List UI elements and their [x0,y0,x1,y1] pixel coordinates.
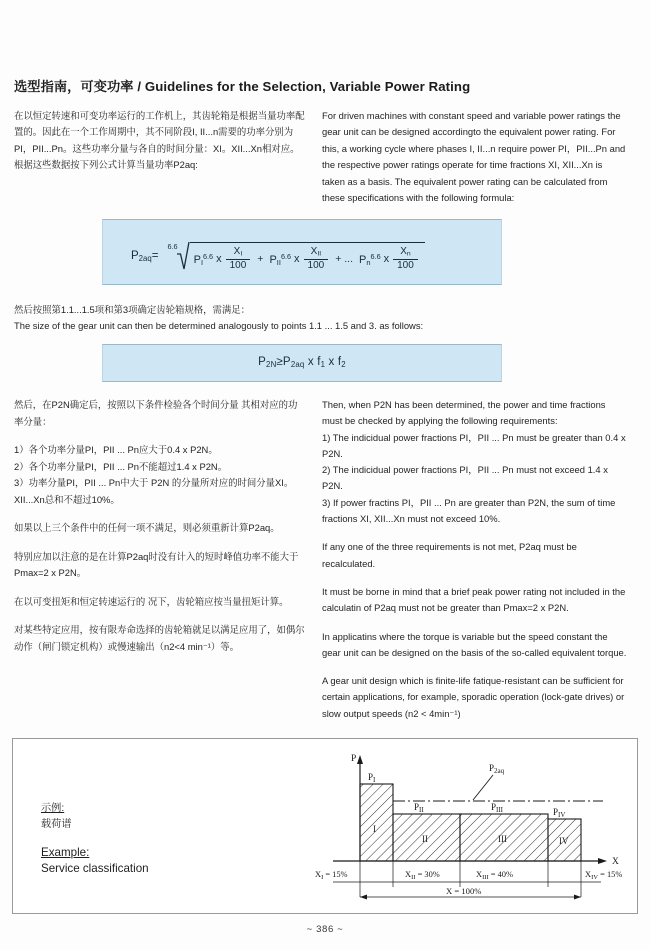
term-3-fraction [393,247,418,272]
formula-lhs: $P_{2aq}=$ [131,250,159,263]
term-1-denominator: 100 [229,260,247,272]
total-label: X = 100% [446,886,482,896]
formula-term-1 [194,247,252,272]
body-en-p1: Then, when P2N has been determined, the power and time fractions must be checked by applying the following requirements: [322,399,606,427]
term-2-denominator: 100 [307,260,325,272]
term-2-power: $P_{II}^{6.6}$ [269,252,292,267]
formula-radical [167,239,424,272]
caption-cn-label: 示例: [41,803,65,814]
term-3-numerator: $X_n$ [400,246,411,258]
page-title: 选型指南，可变功率 / Guidelines for the Selection, Variable Power Rating [14,79,471,94]
radical-sign-icon [177,241,190,271]
radicand [190,242,425,272]
formula-equivalent-power [131,239,425,272]
intro-chinese-column [14,108,306,174]
power-label-IV: $P_{IV}$ [553,807,566,819]
body-cn-p7: 在以可变扭矩和恒定转速运行的 况下，齿轮箱应按当量扭矩计算。 [14,595,289,607]
formula-box-equivalent-power [102,219,502,285]
power-label-I: $P_I$ [368,772,376,784]
formula-op-2: + ... [335,253,354,266]
time-fraction-label-II: $X_{II} = 30\%$ [405,870,440,881]
y-axis-arrow [357,755,363,764]
caption-en-label: Example: [41,846,90,859]
formula-op-1: + [257,253,264,266]
term-2-mul: x [294,253,300,266]
term-2-fraction [304,247,329,272]
caption-spacer [41,833,149,845]
figure-caption [41,801,149,877]
term-1-numerator: $X_I$ [233,246,243,258]
time-fraction-label-I: $X_I = 15\%$ [315,870,348,881]
body-cn-p3: 2）各个功率分量PI，PII ... Pn不能超过1.4 x P2N。 [14,460,228,472]
body-cn-p1: 然后，在P2N确定后，按照以下条件检验各个时间分量 其相对应的功率分量： [14,399,298,427]
intro-chinese-text: 在以恒定转速和可变功率运行的工作机上，其齿轮箱是根据当量功率配置的。因此在一个工作周期中，其不同阶段I, II...n需要的功率分别为PI，PII...Pn。这些功率分量与各自的时间分量：XI。XII...Xn相对应。根据这些数据按下列公式计算当量功率P2aq: [14,110,305,171]
mid-note-english: The size of the gear unit can then be determined analogously to points 1.1 ... 1.5 and 3. as follows: [14,320,424,332]
term-3-denominator: 100 [397,260,414,272]
term-3-power: $P_n^{6.6}$ [359,252,381,267]
intro-english-column [322,108,627,206]
annotation-leader [473,775,493,800]
term-3-mul: x [383,253,390,266]
caption-en-text: Service classification [41,862,149,875]
term-2-numerator: $X_{II}$ [310,246,322,258]
x-axis-arrow [598,858,607,864]
load-spectrum-svg [313,745,633,911]
body-cn-p8: 对某些特定应用，按有限寿命选择的齿轮箱就足以满足应用了，如偶尔动作（闸门锁定机构）或慢速输出（n2<4 min⁻¹）等。 [14,624,305,652]
bar-label-III: III [498,834,507,844]
formula-condition: $P_{2N}\ge P_{2aq}$ x $f_1$ x $f_2$ [258,356,346,369]
body-en-p6: It must be borne in mind that a brief peak power rating not included in the calculatin of P2aq must not be greater than Pmax=2 x P2N. [322,585,626,614]
formula-box-condition [102,344,502,382]
intro-english-text: For driven machines with constant speed and variable power ratings the gear unit can be designed accordingto the equivalent power rating. For this, a working cycle where phases I, II...n require power PI，PII...Pn and the respective power ratings operate for time fractions XI, XII...Xn is taken as a basis. The equivalent power rating can be calculated from these specifications with the following formula: [322,110,626,204]
body-cn-p2: 1）各个功率分量PI，PII ... Pn应大于0.4 x P2N。 [14,444,218,455]
time-fraction-label-III: $X_{III} = 40\%$ [476,870,513,881]
total-arrow-right [574,895,581,900]
body-chinese-column [14,397,306,667]
body-en-p7: In applicatins where the torque is variable but the speed constant the gear unit can be designed on the basis of the so-called equivalent torque. [322,630,627,658]
annotation-P2aq: $P_{2aq}$ [489,763,505,775]
body-en-p2: 1) The indicidual power fractions PI，PII ... Pn must be greater than 0.4 x P2N. [322,431,626,459]
root-index: 6.6 [167,242,178,251]
page-footer: ~ 386 ~ [306,924,344,935]
term-1-mul: x [216,253,222,266]
body-en-p8: A gear unit design which is finite-life fatique-resistant can be sufficient for certain applications, for example, sporadic operation (lock-gate drives) or slow output speeds (n2 < 4min⁻¹) [322,675,625,719]
body-cn-p6: 特别应加以注意的是在计算P2aq时没有计入的短时峰值功率不能大于Pmax=2 x P2N。 [14,550,299,578]
term-1-fraction [226,247,251,272]
time-fraction-label-IV: $X_{IV} = 15\%$ [585,870,623,881]
mid-note-chinese: 然后按照第1.1...1.5项和第3项确定齿轮箱规格，需满足： [14,304,250,315]
caption-cn-text: 载荷谱 [41,819,72,830]
bar-label-IV: IV [559,836,569,846]
power-label-III: $P_{III}$ [491,802,504,814]
body-en-p4: 3) If power fractins PI，PII ... Pn are greater than P2N, the sum of time fractions XI, XII...Xn must not exceed 10%. [322,496,616,525]
body-english-column [322,397,627,734]
y-axis-label: P [351,754,357,764]
body-cn-p5: 如果以上三个条件中的任何一项不满足，则必须重新计算P2aq。 [14,522,280,533]
bar-label-I: I [373,824,376,834]
figure-panel [12,738,638,914]
term-1-power: $P_I^{6.6}$ [193,252,214,267]
body-en-p5: If any one of the three requirements is not met, P2aq must be recalculated. [322,541,577,569]
body-en-p3: 2) The indicidual power fractions PI，PII ... Pn must not exceed 1.4 x P2N. [322,464,608,492]
body-cn-p4: 3）功率分量PI，PII ... Pn中大于 P2N 的分量所对应的时间分量XI。XII...Xn总和不超过10%。 [14,477,294,505]
mid-note [14,302,574,335]
formula-term-3 [359,247,419,272]
power-label-II: $P_{II}$ [414,802,424,814]
bar-I [360,784,393,861]
x-axis-label: X [612,857,619,867]
load-spectrum-chart [313,745,633,911]
formula-term-2 [269,247,329,272]
bar-label-II: II [422,834,428,844]
total-arrow-left [360,895,367,900]
